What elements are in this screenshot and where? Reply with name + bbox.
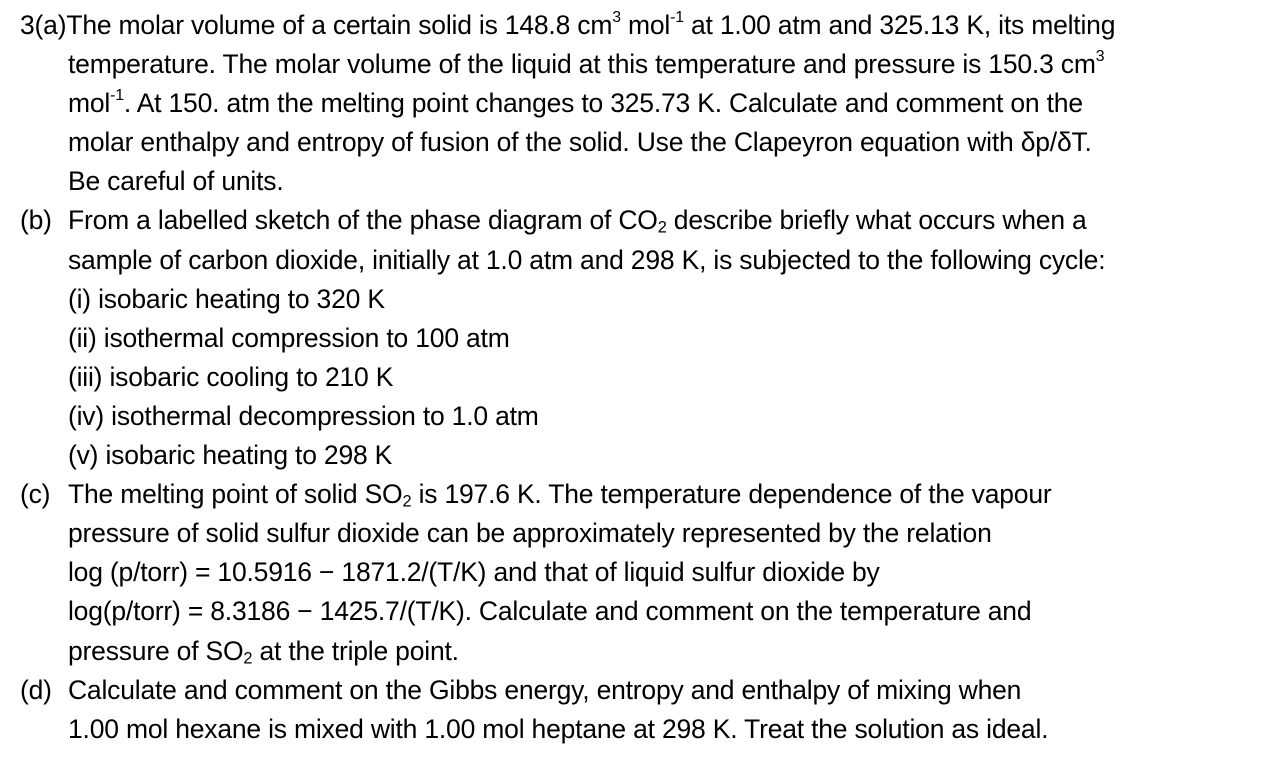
part-a-line-1: 3(a)The molar volume of a certain solid is 148.8 $cm^3$ mol$^{-1}$ at 1.00 atm and 325.13 K, its melting xyxy=(20,9,1116,40)
part-c-line-3: log (p/torr) = 10.5916 − 1871.2/(T/K) and that of liquid sulfur dioxide by xyxy=(68,557,880,588)
part-d-line-2: 1.00 mol hexane is mixed with 1.00 mol heptane at 298 K. Treat the solution as ideal. xyxy=(68,713,1049,744)
part-c-label: (c) xyxy=(20,479,51,510)
part-c-line-5: pressure of $SO_2$ at the triple point. xyxy=(68,635,459,668)
part-c-line-1: (c) The melting point of solid $SO_2$ is 197.6 K. The temperature dependence of the vapour xyxy=(20,475,1258,514)
question-document xyxy=(20,6,1258,749)
part-b-label: (b) xyxy=(20,205,52,236)
part-b-step-2: (ii) isothermal compression to 100 atm xyxy=(68,322,510,353)
part-b-step-5: (v) isobaric heating to 298 K xyxy=(68,440,393,471)
part-a-line-3: mol$^{-1}$. At 150. atm the melting point changes to 325.73 K. Calculate and comment on the xyxy=(68,87,1083,119)
part-c-line-4: log(p/torr) = 8.3186 − 1425.7/(T/K). Calculate and comment on the temperature and xyxy=(68,596,1032,627)
part-c-line-2: pressure of solid sulfur dioxide can be approximately represented by the relation xyxy=(68,518,992,549)
part-b-line-1: (b) From a labelled sketch of the phase diagram of $CO_2$ describe briefly what occurs when a xyxy=(20,201,1258,240)
part-b-step-4: (iv) isothermal decompression to 1.0 atm xyxy=(68,400,539,431)
part-b-step-3: (iii) isobaric cooling to 210 K xyxy=(68,361,394,392)
part-a-line-5: Be careful of units. xyxy=(68,166,284,197)
part-b-line-2: sample of carbon dioxide, initially at 1.0 atm and 298 K, is subjected to the following cycle: xyxy=(68,244,1106,275)
part-d-line-1: (d) Calculate and comment on the Gibbs energy, entropy and enthalpy of mixing when xyxy=(20,671,1258,710)
part-a-line-4: molar enthalpy and entropy of fusion of the solid. Use the Clapeyron equation with δp/δT. xyxy=(68,127,1092,158)
part-d-label: (d) xyxy=(20,674,52,705)
part-a-line-2: temperature. The molar volume of the liquid at this temperature and pressure is 150.3 $cm^3$ xyxy=(68,48,1105,80)
part-b-step-1: (i) isobaric heating to 320 K xyxy=(68,283,385,314)
part-a-label: 3(a) xyxy=(20,10,67,40)
